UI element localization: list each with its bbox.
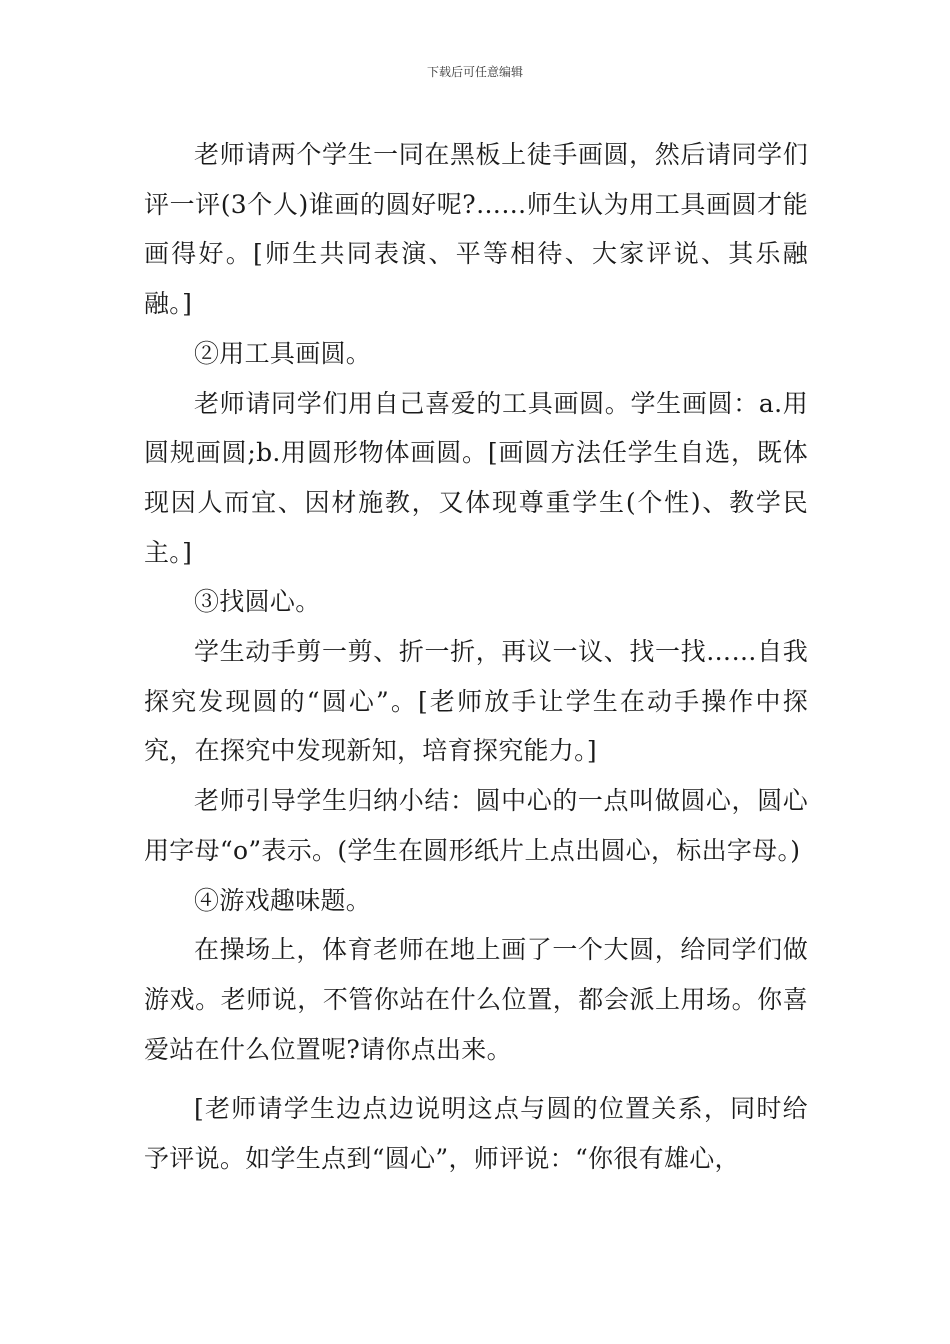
paragraph-4-heading: ③找圆心。 — [194, 587, 321, 617]
paragraph-1: 老师请两个学生一同在黑板上徒手画圆，然后请同学们评一评(3个人)谁画的圆好呢?……师生认为用工具画圆才能画得好。[师生共同表演、平等相待、大家评说、其乐融融。] — [144, 140, 808, 319]
paragraph-6: 老师引导学生归纳小结：圆中心的一点叫做圆心，圆心用字母“o”表示。(学生在圆形纸片上点出圆心，标出字母。) — [144, 786, 808, 865]
page-header: 下载后可任意编辑 — [426, 65, 523, 79]
paragraph-8: 在操场上，体育老师在地上画了一个大圆，给同学们做游戏。老师说，不管你站在什么位置，都会派上用场。你喜爱站在什么位置呢?请你点出来。 — [144, 935, 808, 1064]
paragraph-9: [老师请学生边点边说明这点与圆的位置关系，同时给予评说。如学生点到“圆心”，师评说：“你很有雄心， — [144, 1094, 808, 1174]
paragraph-7-heading: ④游戏趣味题。 — [194, 885, 372, 915]
paragraph-5: 学生动手剪一剪、折一折，再议一议、找一找……自我探究发现圆的“圆心”。[老师放手让学生在动手操作中探究，在探究中发现新知，培育探究能力。] — [144, 637, 808, 766]
paragraph-2-heading: ②用工具画圆。 — [194, 338, 372, 368]
paragraph-3: 老师请同学们用自己喜爱的工具画圆。学生画圆：a.用圆规画圆;b.用圆形物体画圆。[画圆方法任学生自选，既体现因人而宜、因材施教，又体现尊重学生(个性)、教学民主。] — [144, 388, 808, 567]
document-body — [144, 130, 808, 1184]
